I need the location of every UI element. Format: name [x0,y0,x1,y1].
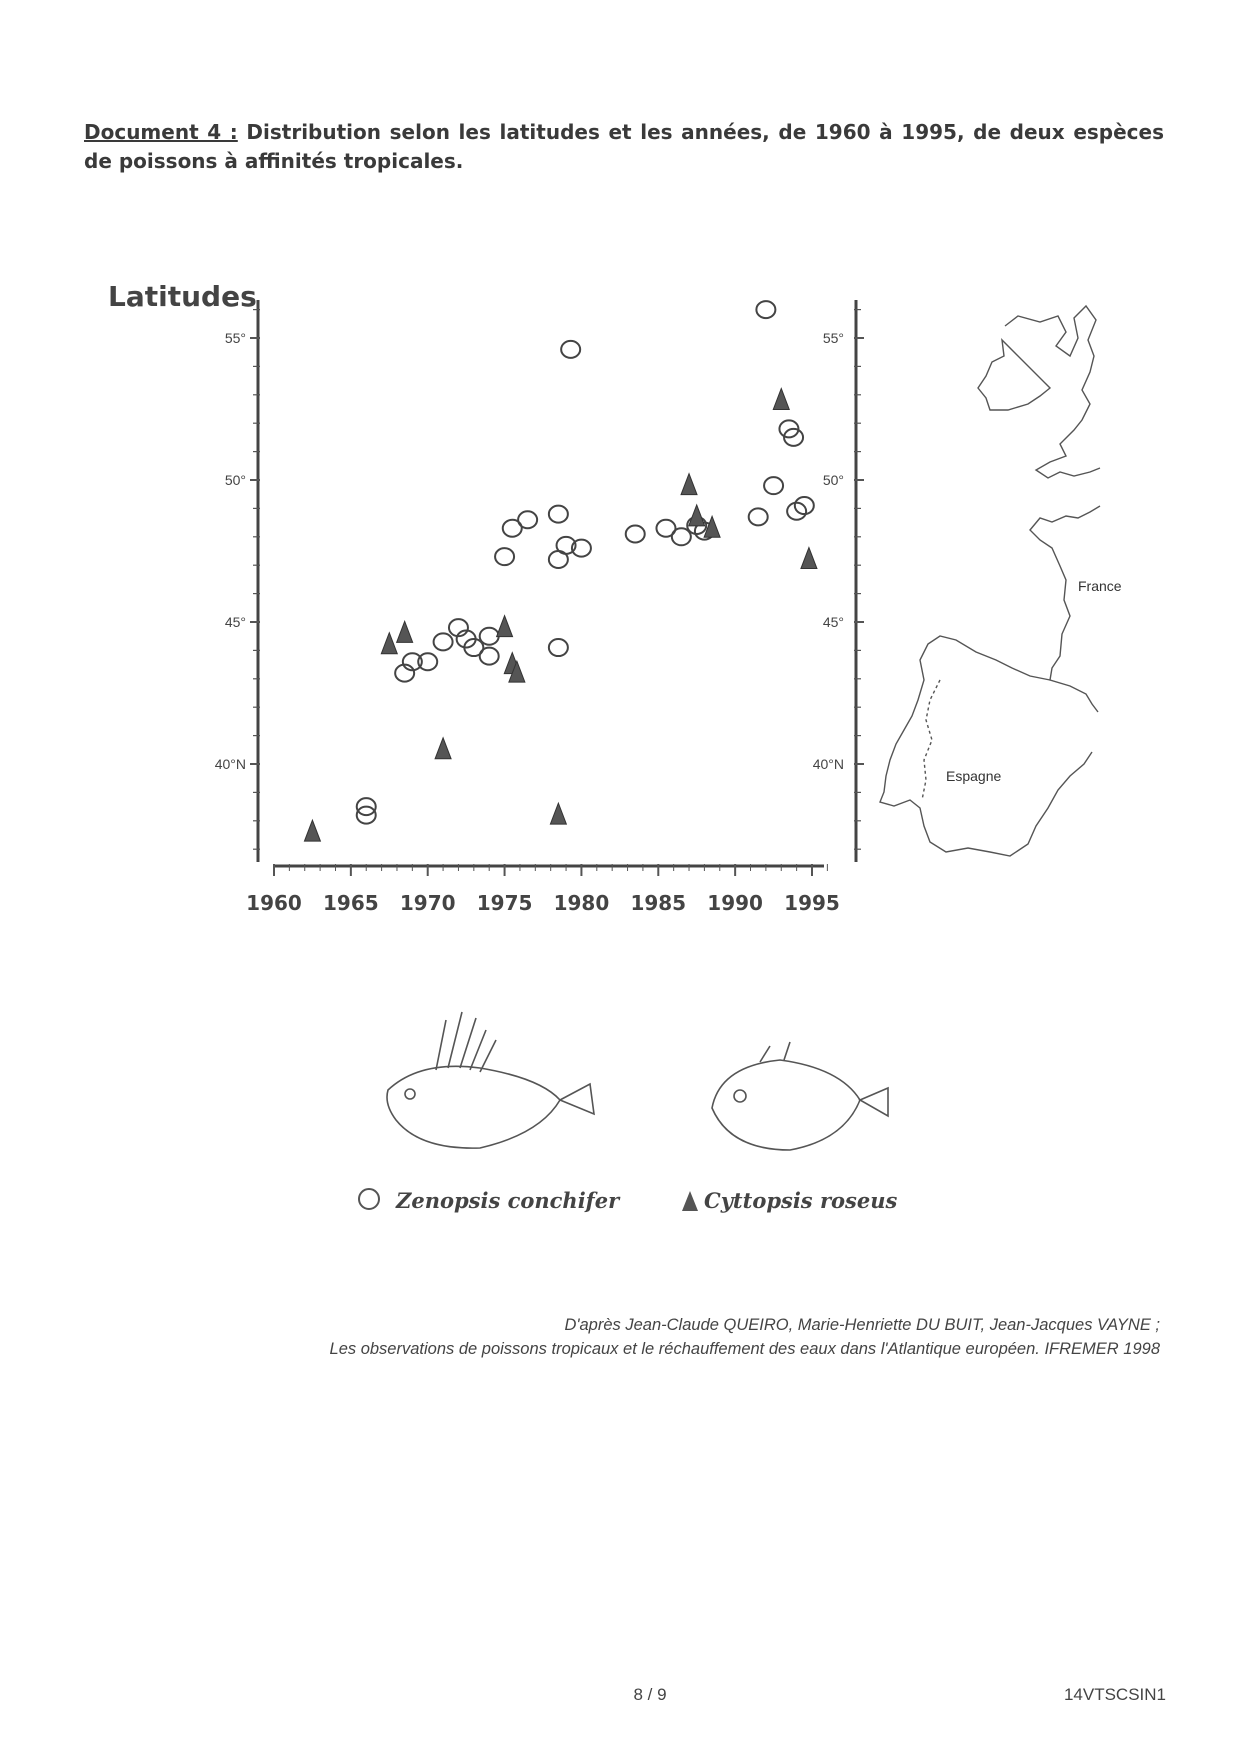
x-tick-label: 1970 [399,891,456,915]
zenopsis-point [672,528,691,545]
triangle-marker-icon [682,1191,698,1211]
legend-zenopsis-label: Zenopsis conchifer [396,1188,620,1213]
right-y-tick-label: 55° [822,330,844,346]
cyttopsis-fish-drawing [712,1042,888,1150]
cyttopsis-point [381,633,397,654]
cyttopsis-eye [734,1090,746,1102]
zenopsis-fish-drawing [387,1012,594,1148]
legend-zenopsis [358,1188,619,1213]
x-tick-label: 1965 [323,891,379,915]
cyttopsis-body [712,1060,860,1150]
zenopsis-point [756,301,775,318]
y-axis-label: Latitudes [108,280,257,313]
cyttopsis-point [304,820,320,841]
source-line-2: Les observations de poissons tropicaux et le réchauffement des eaux dans l'Atlantique européen. IFREMER 1998 [329,1340,1160,1358]
iberia-coast [880,636,1092,856]
legend-cyttopsis [682,1188,897,1213]
left-y-tick-label: 50° [224,472,246,488]
zenopsis-eye [405,1089,415,1099]
document-label: Document 4 : [84,120,238,144]
cyttopsis-point [397,621,413,642]
source-citation [40,1313,1160,1361]
zenopsis-point [480,628,499,645]
left-y-tick-label: 55° [224,330,246,346]
scatter-plot [108,280,864,915]
circle-marker-icon [358,1188,380,1210]
source-line-1: D'après Jean-Claude QUEIRO, Marie-Henriette DU BUIT, Jean-Jacques VAYNE ; [564,1316,1160,1334]
zenopsis-point [626,525,645,542]
right-y-tick-label: 40°N [812,756,844,772]
zenopsis-point [549,639,568,656]
document-title-text: Distribution selon les latitudes et les années, de 1960 à 1995, de deux espèces de poissons à affinités tropicales. [84,120,1164,173]
zenopsis-point [480,648,499,665]
x-tick-label: 1985 [630,891,687,915]
x-tick-label: 1980 [553,891,610,915]
spain-label: Espagne [946,768,1002,784]
document-code: 14VTSCSIN1 [1063,1685,1166,1704]
cyttopsis-point [689,505,705,526]
cyttopsis-tail [860,1088,888,1116]
x-tick-label: 1990 [707,891,763,915]
zenopsis-point [495,548,514,565]
cyttopsis-point [435,738,451,759]
x-tick-label: 1960 [246,891,302,915]
zenopsis-body [387,1066,560,1148]
x-tick-label: 1975 [476,891,533,915]
zenopsis-dorsal-spines [436,1012,496,1072]
ireland-britain-outline [978,306,1100,478]
legend-cyttopsis-label: Cyttopsis roseus [704,1188,898,1213]
zenopsis-point [561,341,580,358]
france-coast [1030,506,1100,712]
left-y-tick-label: 40°N [214,756,246,772]
right-y-tick-label: 50° [822,472,844,488]
france-label: France [1078,578,1122,594]
cyttopsis-point [773,388,789,409]
zenopsis-point [764,477,783,494]
cyttopsis-point [801,548,817,569]
portugal-spain-border [922,680,940,800]
x-tick-label: 1995 [784,891,840,915]
cyttopsis-point [497,616,513,637]
zenopsis-point [549,506,568,523]
left-y-tick-label: 45° [224,614,246,630]
zenopsis-point [518,511,537,528]
cyttopsis-point [681,474,697,495]
zenopsis-point [434,633,453,650]
cyttopsis-point [550,803,566,824]
zenopsis-tail [560,1084,594,1114]
cyttopsis-dorsal [760,1042,790,1062]
right-y-tick-label: 45° [822,614,844,630]
page-number: 8 / 9 [633,1685,667,1704]
zenopsis-point [749,508,768,525]
